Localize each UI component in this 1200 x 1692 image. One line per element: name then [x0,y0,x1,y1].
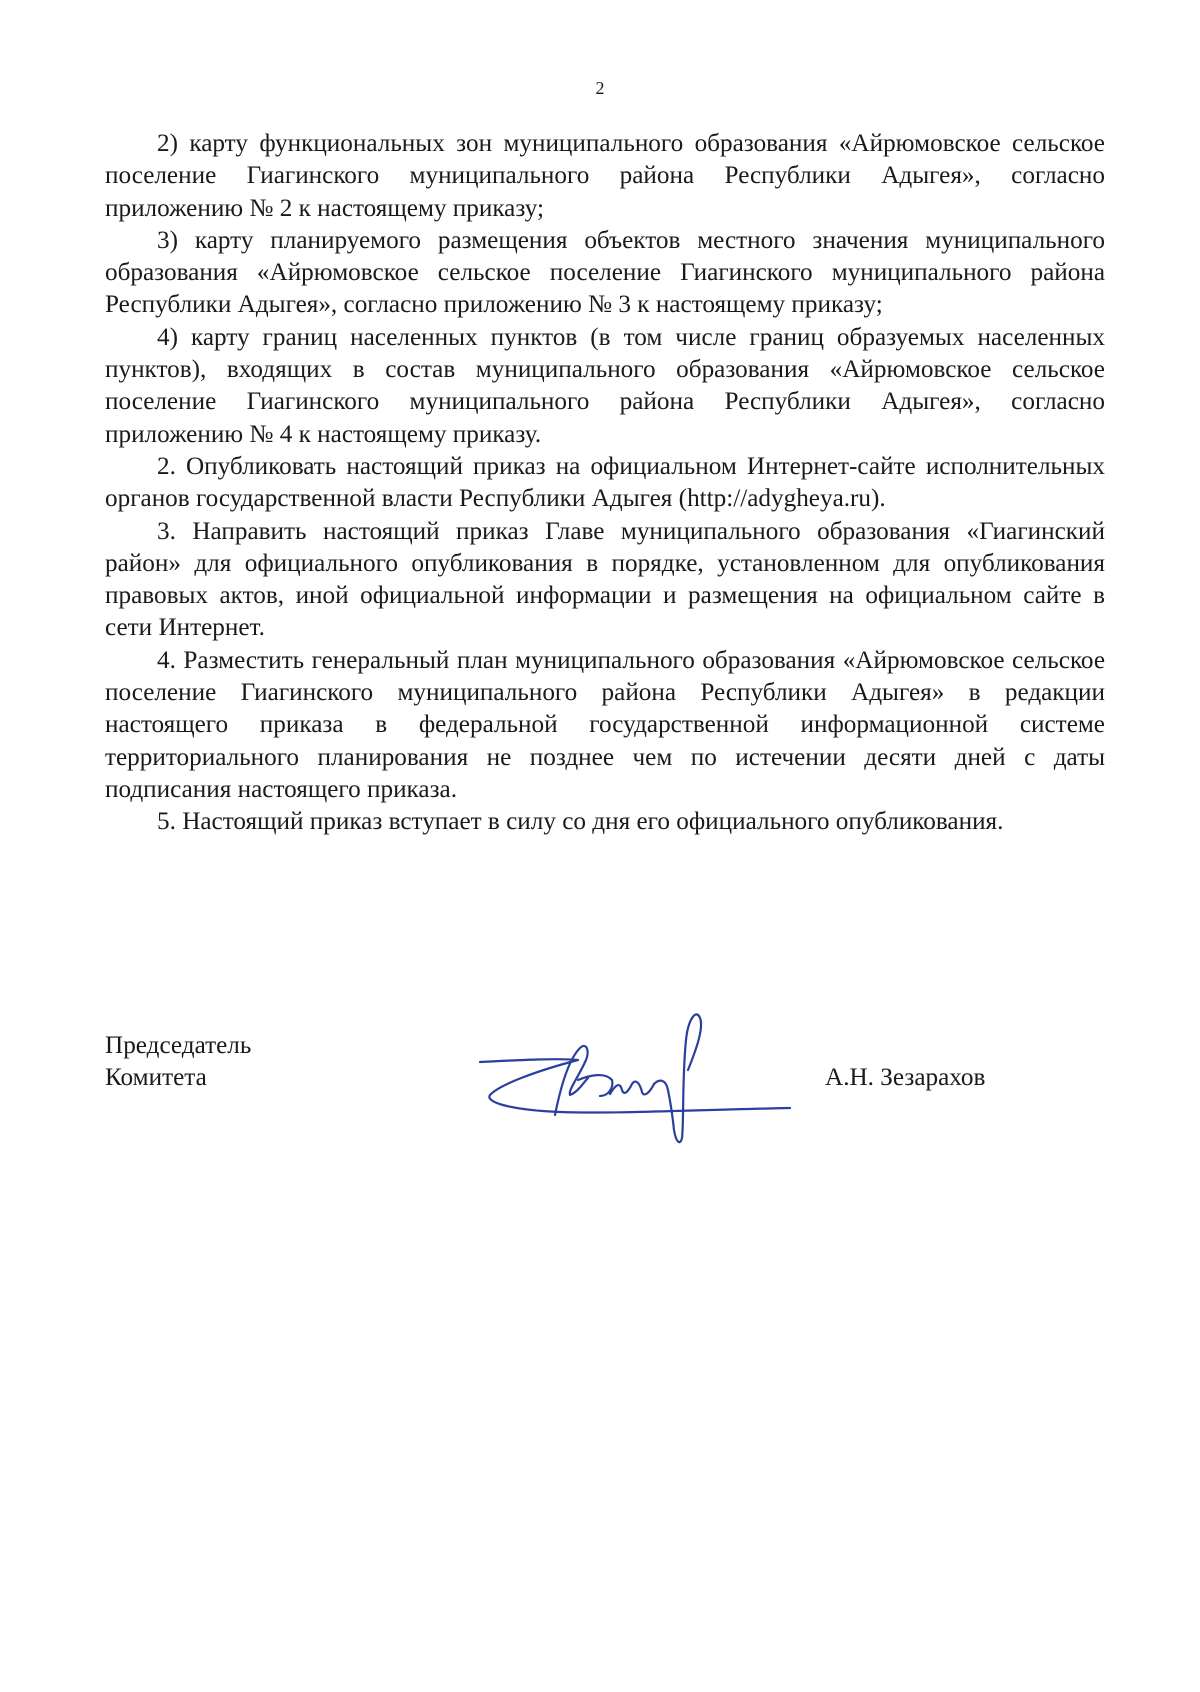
paragraph-item-3: 3) карту планируемого размещения объектов местного значения муниципального образования «Айрюмовское сельское поселение Гиагинского муниципального района Республики Адыгея», согласно приложению № 3 к настоящему приказу; [105,226,1105,319]
signatory-title-line2: Комитета [105,1064,207,1091]
document-body [105,128,1105,839]
signatory-name: А.Н. Зезарахов [825,1064,986,1091]
paragraph-send: 3. Направить настоящий приказ Главе муниципального образования «Гиагинский район» для официального опубликования в порядке, установленном для опубликования правовых актов, иной официальной информации и размещения на официальном сайте в сети Интернет. [105,517,1105,642]
paragraph-item-2: 2) карту функциональных зон муниципального образования «Айрюмовское сельское поселение Гиагинского муниципального района Республики Адыгея», согласно приложению № 2 к настоящему приказу; [105,130,1105,222]
signature-block [105,1030,1105,1160]
paragraph-publish: 2. Опубликовать настоящий приказ на официальном Интернет-сайте исполнительных органов государственной власти Республики Адыгея (http://adygheya.ru). [105,452,1105,513]
paragraph-place-plan: 4. Разместить генеральный план муниципального образования «Айрюмовское сельское поселение Гиагинского муниципального района Республики Адыгея» в редакции настоящего приказа в федеральной государственной информационной системе территориального планирования не позднее чем по истечении десяти дней с даты подписания настоящего приказа. [105,646,1105,803]
page-number: 2 [595,78,605,98]
paragraph-effective: 5. Настоящий приказ вступает в силу со дня его официального опубликования. [157,808,1004,836]
signatory-title [105,1030,251,1094]
paragraph-item-4: 4) карту границ населенных пунктов (в том числе границ образуемых населенных пунктов), входящих в состав муниципального образования «Айрюмовское сельское поселение Гиагинского муниципального района Республики Адыгея», согласно приложению № 4 к настоящему приказу. [105,323,1105,448]
signatory-title-line1: Председатель [105,1032,252,1059]
signature-strokes [480,1014,790,1142]
handwritten-signature [460,1000,820,1150]
